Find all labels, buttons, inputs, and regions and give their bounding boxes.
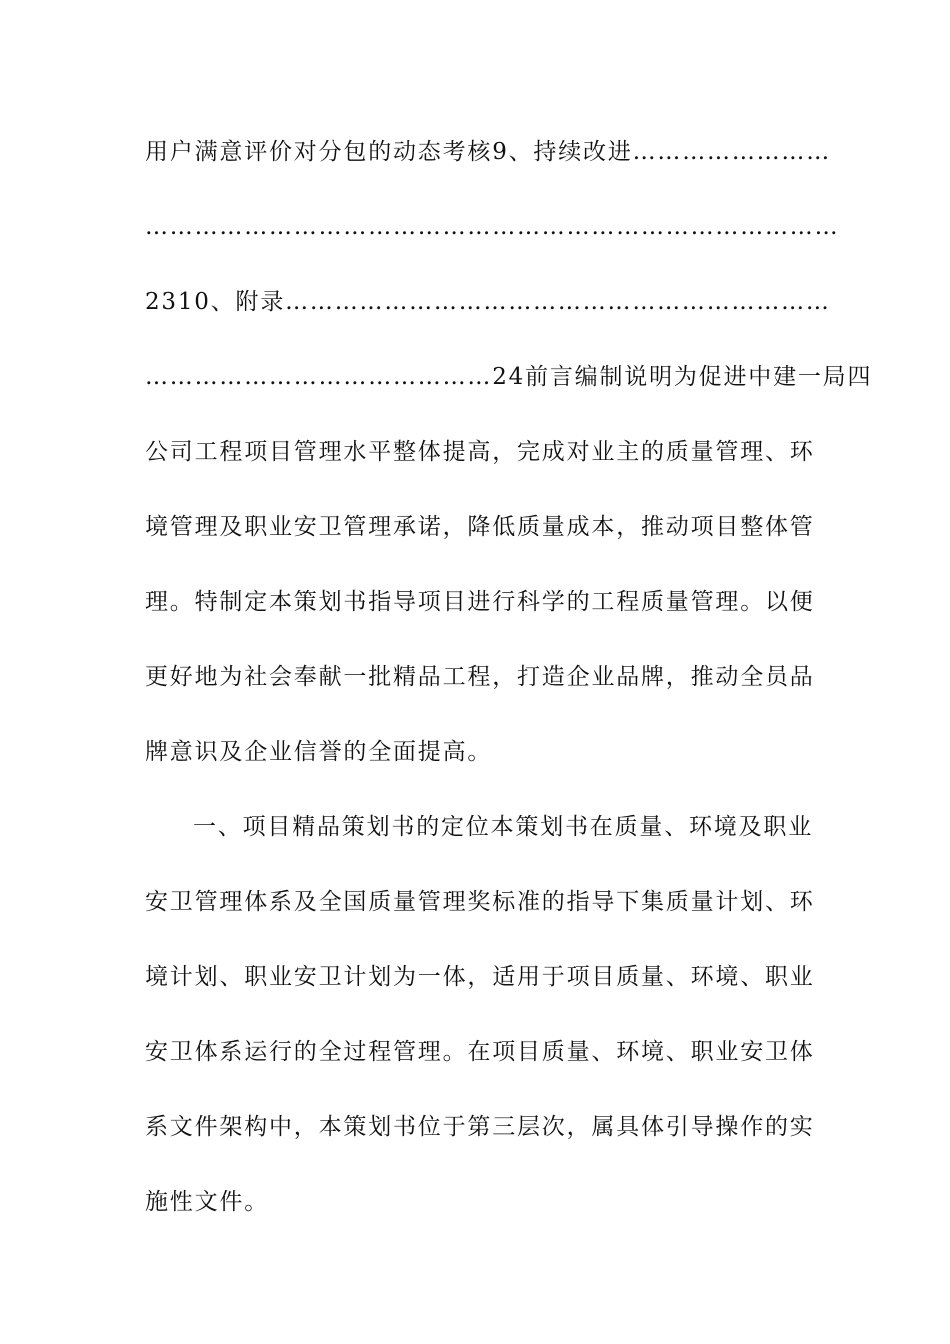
paragraph-first-line: 一、项目精品策划书的定位本策划书在质量、环境及职业	[193, 814, 813, 840]
text-line: 公司工程项目管理水平整体提高，完成对业主的质量管理、环	[145, 439, 815, 465]
text-line: 用户满意评价对分包的动态考核9、持续改进……………………	[145, 139, 832, 165]
text-line: 施性文件。	[145, 1189, 269, 1215]
text-line: …………………………………………………………………………	[145, 214, 840, 240]
text-line: 境管理及职业安卫管理承诺，降低质量成本，推动项目整体管	[145, 514, 815, 540]
text-line: 安卫管理体系及全国质量管理奖标准的指导下集质量计划、环	[145, 889, 815, 915]
text-line: 安卫体系运行的全过程管理。在项目质量、环境、职业安卫体	[145, 1039, 815, 1065]
text-line: 2310、附录…………………………………………………………	[145, 289, 831, 315]
text-line: ……………………………………24前言编制说明为促进中建一局四	[145, 364, 873, 390]
text-line: 更好地为社会奉献一批精品工程，打造企业品牌，推动全员品	[145, 664, 815, 690]
text-line: 境计划、职业安卫计划为一体，适用于项目质量、环境、职业	[145, 964, 815, 990]
text-line: 牌意识及企业信誉的全面提高。	[145, 739, 493, 765]
text-line: 理。特制定本策划书指导项目进行科学的工程质量管理。以便	[145, 589, 815, 615]
text-line: 系文件架构中，本策划书位于第三层次，属具体引导操作的实	[145, 1114, 815, 1140]
